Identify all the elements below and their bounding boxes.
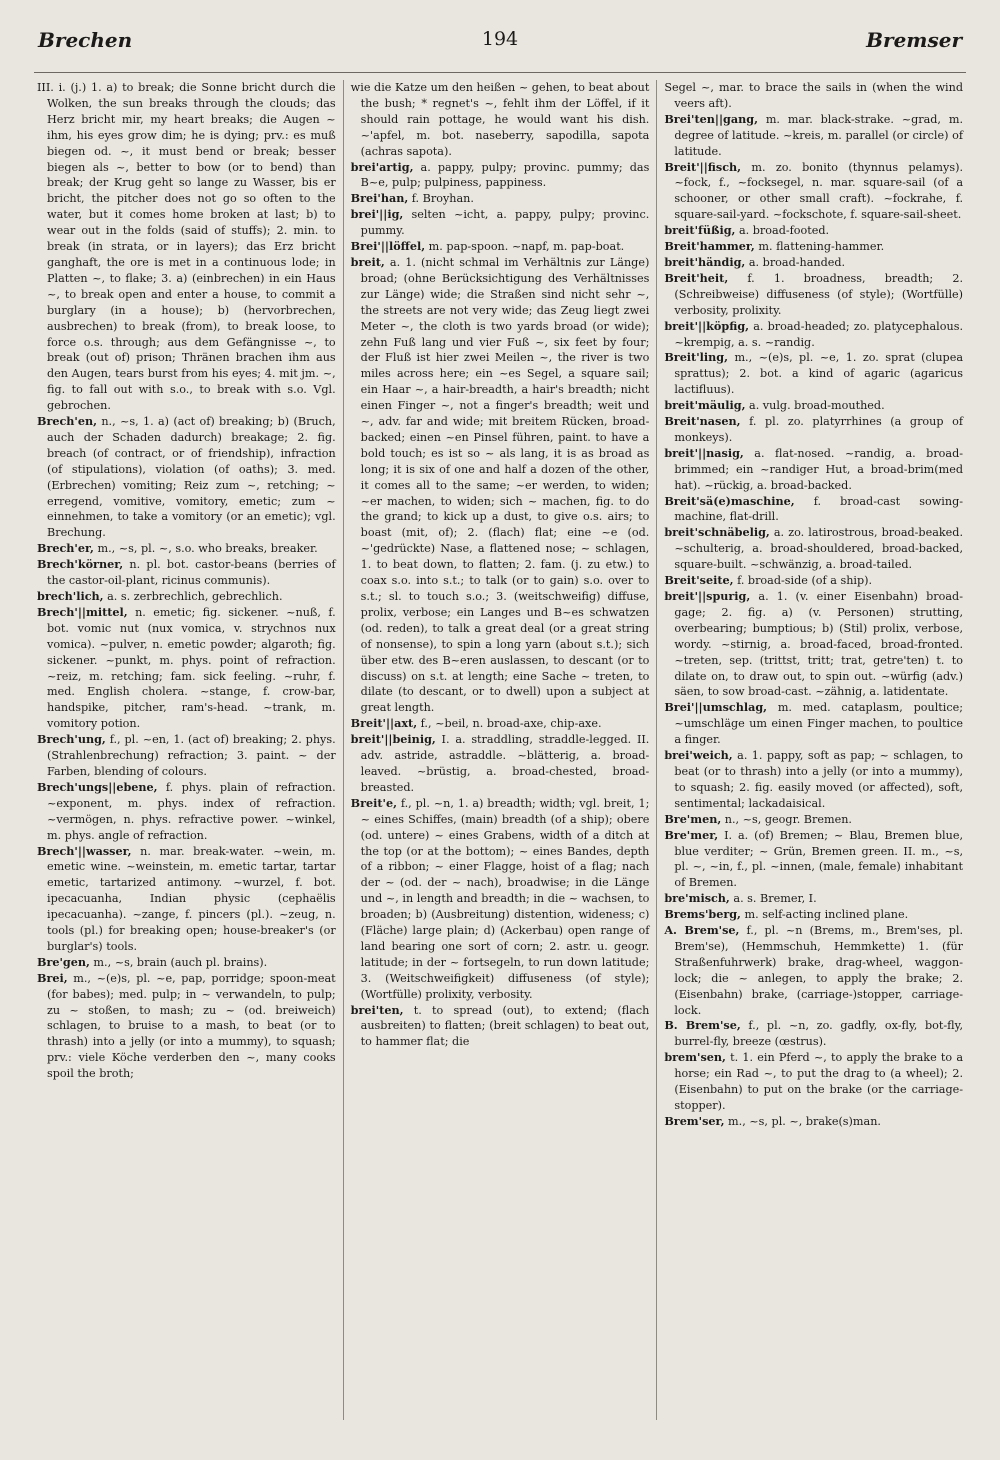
entry-headword: Breit'nasen,	[664, 414, 741, 429]
entry-headword: brei'weich,	[664, 748, 733, 763]
dictionary-entry	[37, 844, 336, 955]
entry-text: f., pl. ~n (Brems, m., Brem'ses, pl. Brem'se), (Hemmschuh, Hemmkette) 1. (für Straßenfuhrwerk) brake, drag-wheel, waggon-lock; die ~ anlegen, to apply the brake; 2. (Eisenbahn) brake, (carriage-)stopper, carriage-lock.	[674, 924, 964, 1017]
entry-text: m. pap-spoon. ~napf, m. pap-boat.	[425, 240, 625, 254]
entry-headword: Brech'ung,	[37, 732, 106, 747]
dictionary-entry	[664, 350, 963, 398]
entry-headword: Breit'hammer,	[664, 239, 755, 254]
entry-headword: Brech'en,	[37, 414, 97, 429]
entry-headword: Brech'ungs||ebene,	[37, 779, 158, 794]
entry-headword: breit'||köpfig,	[664, 318, 750, 333]
dictionary-entry	[351, 80, 650, 160]
entry-text: Segel ~, mar. to brace the sails in (when the wind veers aft).	[664, 81, 964, 110]
entry-text: t. to spread (out), to extend; (flach ausbreiten) to flatten; (breit schlagen) to beat out, to hammer flat; die	[360, 1003, 650, 1049]
dictionary-entry	[664, 812, 963, 828]
entry-text: f., pl. ~n, zo. gadfly, ox-fly, bot-fly, burrel-fly, breeze (œstrus).	[674, 1019, 964, 1049]
dictionary-entry	[664, 319, 963, 351]
entry-text: a. flat-nosed. ~randig, a. broad-brimmed; ein ~randiger Hut, a broad-brim(med hat). ~rückig, a. broad-backed.	[674, 446, 964, 492]
entry-headword: Breit'ling,	[664, 350, 729, 365]
entry-text: a. broad-headed; zo. platycephalous. ~krempig, a. s. ~randig.	[674, 319, 964, 349]
dictionary-entry	[37, 557, 336, 589]
entry-text: wie die Katze um den heißen ~ gehen, to beat about the bush; * regnet's ~, fehlt ihm der Löffel, if it should rain pottage, he would want his dish. ~'apfel, m. bot. naseberry, sapodilla, sapota (achras sapota).	[350, 81, 650, 158]
entry-headword: Bre'mer,	[664, 827, 719, 842]
entry-text: m., ~s, pl. ~, brake(s)man.	[724, 1114, 881, 1128]
dictionary-entry	[351, 716, 650, 732]
dictionary-entry	[37, 541, 336, 557]
dictionary-entry	[664, 398, 963, 414]
dictionary-entry	[664, 446, 963, 494]
entry-text: m. zo. bonito (thynnus pelamys). ~fock, f., ~focksegel, n. mar. square-sail (of a schooner, or other small craft). ~fockrahe, f. square-sail-yard. ~fockschote, f. square-sail-sheet.	[674, 160, 964, 222]
entry-headword: Breit'||axt,	[350, 716, 418, 731]
entry-headword: brech'lich,	[37, 589, 104, 603]
entry-headword: Brei'ten||gang,	[664, 111, 758, 126]
entry-text: a. broad-footed.	[735, 224, 830, 238]
dictionary-entry	[664, 700, 963, 748]
entry-headword: B. Brem'se,	[664, 1018, 741, 1033]
entry-text: m., ~s, pl. ~, s.o. who breaks, breaker.	[93, 542, 318, 556]
dictionary-entry	[351, 160, 650, 192]
entry-text: a. vulg. broad-mouthed.	[745, 399, 885, 413]
dictionary-entry	[664, 1050, 963, 1114]
dictionary-entry	[37, 414, 336, 541]
dictionary-entry	[664, 160, 963, 224]
entry-text: f., pl. ~en, 1. (act of) breaking; 2. phys. (Strahlenbrechung) refraction; 3. paint. ~ der Farben, blending of colours.	[47, 733, 336, 778]
dictionary-entry	[351, 207, 650, 239]
entry-text: a. broad-handed.	[745, 255, 846, 269]
page-number: 194	[481, 28, 519, 50]
dictionary-entry	[664, 828, 963, 892]
entry-text: f., ~beil, n. broad-axe, chip-axe.	[417, 717, 602, 731]
running-head-left: Brechen	[38, 28, 133, 52]
entry-text: a. 1. (v. einer Eisenbahn) broad-gage; 2. fig. a) (v. Personen) strutting, overbearing; bumptious; b) (Stil) prolix, verbose, wordy. ~stirnig, a. broad-faced, broad-fronted. ~treten, sep. (trittst, tritt; trat, getre'ten) t. to dilate on, to draw out, to spin out. ~würfig (adv.) säen, to sow broad-cast. ~zähnig, a. latidentate.	[674, 590, 964, 699]
text-columns	[30, 80, 970, 1420]
entry-headword: brei'||ig,	[350, 207, 404, 222]
entry-text: n., ~s, geogr. Bremen.	[721, 812, 852, 826]
entry-headword: Breit'e,	[350, 795, 397, 810]
dictionary-entry	[37, 955, 336, 971]
entry-headword: Breit'sä(e)maschine,	[664, 493, 795, 508]
dictionary-entry	[664, 1114, 963, 1130]
dictionary-entry	[351, 732, 650, 796]
header-rule	[34, 72, 966, 73]
dictionary-entry	[664, 748, 963, 812]
entry-text: m. med. cataplasm, poultice; ~umschläge um einen Finger machen, to poultice a finger.	[674, 701, 964, 747]
entry-text: a. zo. latirostrous, broad-beaked. ~schulterig, a. broad-shouldered, broad-backed, square-built. ~schwänzig, a. broad-tailed.	[674, 526, 964, 572]
column-2	[343, 80, 657, 1420]
dictionary-entry	[664, 255, 963, 271]
dictionary-entry	[664, 923, 963, 1018]
dictionary-entry	[37, 971, 336, 1082]
entry-text: a. pappy, pulpy; provinc. pummy; das B~e, pulp; pulpiness, pappiness.	[360, 160, 650, 190]
entry-text: f. phys. plain of refraction. ~exponent, m. phys. index of refraction. ~vermögen, n. phys. refractive power. ~winkel, m. phys. angle of refraction.	[47, 780, 336, 842]
entry-text: n. emetic; fig. sickener. ~nuß, f. bot. vomic nut (nux vomica, v. strychnos nux vomica). ~pulver, n. emetic powder; algaroth; fig. sickener. ~punkt, m. phys. point of refraction. ~reiz, m. retching; fam. sick feeling. ~ruhr, f. med. English cholera. ~stange, f. crow-bar, handspike, pitcher, ram's-head. ~trank, m. vomitory potion.	[47, 605, 336, 731]
entry-headword: Brei'||löffel,	[350, 239, 426, 254]
entry-headword: breit'mäulig,	[664, 398, 746, 413]
entry-text: m., ~(e)s, pl. ~e, 1. zo. sprat (clupea sprattus); 2. bot. a kind of agaric (agaricus lactifluus).	[674, 351, 964, 397]
dictionary-entry	[664, 414, 963, 446]
entry-headword: Brei'||umschlag,	[664, 700, 768, 715]
entry-headword: Brems'berg,	[664, 907, 741, 922]
dictionary-entry	[664, 1018, 963, 1050]
dictionary-entry	[37, 80, 336, 414]
dictionary-entry	[664, 271, 963, 319]
entry-headword: Brem'ser,	[664, 1113, 725, 1128]
entry-text: t. 1. ein Pferd ~, to apply the brake to a horse; ein Rad ~, to put the drag to (a wheel); 2. (Eisenbahn) to put on the brake (or the carriage-stopper).	[674, 1051, 964, 1112]
column-1	[30, 80, 343, 1420]
entry-text: f., pl. ~n, 1. a) breadth; width; vgl. breit, 1; ~ eines Schiffes, (main) breadth (of a ship); obere (od. untere) ~ eines Grabens, width of a ditch at the top (or at the bottom); ~ eines Bandes, depth of a ribbon; ~ einer Flagge, hoist of a flag; nach der ~ (od. der ~ nach), broadwise; in die Länge und ~, in length and breadth; in die ~ wachsen, to broaden; b) (Ausbreitung) distention, wideness; c) (Fläche) large plain; d) (Ackerbau) open range of land bearing one sort of corn; 2. astr. u. geogr. latitude; in der ~ fortsegeln, to run down latitude; 3. (Weitschweifigkeit) diffuseness (of style); (Wortfülle) prolixity, verbosity.	[360, 796, 650, 1001]
entry-text: m. mar. black-strake. ~grad, m. degree of latitude. ~kreis, m. parallel (or circle) of latitude.	[674, 112, 964, 158]
entry-text: III. i. (j.) 1. a) to break; die Sonne bricht durch die Wolken, the sun breaks through the clouds; das Herz bricht mir, my heart breaks; die Augen ~ ihm, his eyes grow dim; he is dying; prv.: es muß biegen od. ~, it must bend or break; besser biegen als ~, better to bow (or to bend) than break; der Krug geht so lange zu Wasser, bis er bricht, the pitcher does not go so often to the water, but it comes home broken at last; b) to wear out in the folds (said of stuffs); 2. min. to break (in strata, or in layers); das Erz bricht ganghaft, the ore is met in a continuous lode; in Platten ~, to flake; 3. a) (einbrechen) in ein Haus ~, to break open and enter a house, to commit a burglary (in a house); b) (hervorbrechen, ausbrechen) to break (from), to break loose, to force o.s. through; aus dem Gefängnisse ~, to break (out of) prison; Thränen brachen ihm aus den Augen, tears burst from his eyes; 4. mit jm. ~, fig. to fall out with s.o., to break with s.o. Vgl. gebrochen.	[37, 81, 336, 413]
entry-headword: brei'artig,	[350, 159, 414, 174]
entry-headword: breit'füßig,	[664, 223, 736, 238]
entry-headword: breit'||beinig,	[350, 732, 436, 747]
dictionary-entry	[37, 605, 336, 732]
dictionary-entry	[351, 239, 650, 255]
entry-headword: breit,	[350, 254, 385, 269]
entry-headword: breit'händig,	[664, 254, 746, 269]
dictionary-entry	[37, 732, 336, 780]
dictionary-entry	[37, 589, 336, 605]
dictionary-entry	[37, 780, 336, 844]
entry-headword: Bre'gen,	[37, 954, 90, 969]
entry-text: f. broad-side (of a ship).	[733, 574, 873, 588]
dictionary-entry	[664, 907, 963, 923]
dictionary-entry	[664, 891, 963, 907]
dictionary-entry	[664, 573, 963, 589]
dictionary-entry	[664, 589, 963, 700]
entry-headword: Brei,	[37, 970, 68, 985]
entry-text: I. a. (of) Bremen; ~ Blau, Bremen blue, blue verditer; ~ Grün, Bremen green. II. m., ~s, pl. ~, ~in, f., pl. ~innen, (male, female) inhabitant of Bremen.	[674, 828, 964, 890]
dictionary-entry	[351, 255, 650, 716]
entry-headword: Breit'||fisch,	[664, 159, 742, 174]
entry-headword: A. Brem'se,	[664, 923, 740, 938]
entry-text: m. self-acting inclined plane.	[740, 908, 909, 922]
entry-text: selten ~icht, a. pappy, pulpy; provinc. pummy.	[360, 208, 650, 238]
entry-headword: Brei'han,	[350, 191, 409, 206]
entry-headword: brei'ten,	[350, 1002, 404, 1017]
dictionary-entry	[664, 112, 963, 160]
entry-text: m., ~s, brain (auch pl. brains).	[89, 955, 268, 969]
entry-text: f. 1. broadness, breadth; 2. (Schreibweise) diffuseness (of style); (Wortfülle) verbosity, prolixity.	[674, 271, 964, 317]
entry-text: n. mar. break-water. ~wein, m. emetic wine. ~weinstein, m. emetic tartar, tartar emetic, tartarized antimony. ~wurzel, f. bot. ipecacuanha, Indian physic (cephaëlis ipecacuanha). ~zange, f. pincers (pl.). ~zeug, n. tools (pl.) for breaking open; house-breaker's (or burglar's) tools.	[47, 844, 336, 953]
entry-headword: Breit'heit,	[664, 270, 729, 285]
entry-headword: bre'misch,	[664, 891, 730, 906]
dictionary-entry	[664, 223, 963, 239]
entry-headword: Bre'men,	[664, 811, 722, 826]
entry-text: a. 1. pappy, soft as pap; ~ schlagen, to beat (or to thrash) into a jelly (or into a mummy), to squash; 2. fig. easily moved (or affected), soft, sentimental; lackadaisical.	[674, 749, 964, 810]
entry-headword: Brech'körner,	[37, 557, 124, 572]
entry-text: a. s. Bremer, I.	[729, 892, 817, 906]
entry-headword: Breit'seite,	[664, 573, 734, 588]
entry-text: a. 1. (nicht schmal im Verhältnis zur Länge) broad; (ohne Berücksichtigung des Verhältnisses zur Länge) wide; die Straßen sind nicht sehr ~, the streets are not very wide; das Zeug liegt zwei Meter ~, the cloth is two yards broad (or wide); zehn Fuß lang und vier Fuß ~, six feet by four; der Fluß ist hier zwei Meilen ~, the river is two miles across here; ein ~es Segel, a square sail; ein Haar ~, a hair-breadth, a hair's breadth; nicht einen Finger ~, not a finger's breadth; weit und ~, adv. far and wide; mit breitem Rücken, broad-backed; einen ~en Pinsel führen, paint. to have a bold touch; es ist so ~ als lang, it is as broad as long; it is six of one and half a dozen of the other, it comes all to the same; ~er werden, to widen; ~er machen, to widen; sich ~ machen, fig. to do the grand; to kick up a dust, to give o.s. airs; to boast (mit, of); 2. (flach) flat; eine ~e (od. ~'gedrückte) Nase, a flattened nose; ~ schlagen, 1. to beat down, to flatten; 2. fam. (j. zu etw.) to coax s.o. into s.t.; to talk (or to gain) s.o. over to s.t.; sl. to touch s.o.; 3. (weitschweifig) diffuse, prolix, verbose; ein Langes und B~es schwatzen (od. reden), to talk a great deal (or a great string of nonsense), to spin a long yarn (about s.t.); sich über etw. des B~eren auslassen, to descant (or to discuss) on s.t. at length; eine Sache ~ treten, to dilate (to descant, or to dwell) upon a subject at great length.	[360, 255, 650, 715]
entry-headword: Brech'||wasser,	[37, 843, 132, 858]
entry-headword: breit'||spurig,	[664, 589, 751, 603]
dictionary-entry	[351, 1003, 650, 1051]
dictionary-entry	[664, 80, 963, 112]
dictionary-entry	[351, 191, 650, 207]
entry-text: m. flattening-hammer.	[754, 240, 885, 254]
entry-headword: breit'schnäbelig,	[664, 525, 770, 540]
entry-headword: breit'||nasig,	[664, 445, 744, 460]
column-3	[656, 80, 970, 1420]
entry-headword: brem'sen,	[664, 1050, 726, 1065]
entry-text: f. broad-cast sowing-machine, flat-drill.	[674, 494, 964, 524]
entry-text: I. a. straddling, straddle-legged. II. adv. astride, astraddle. ~blätterig, a. broad-leaved. ~brüstig, a. broad-chested, broad-breasted.	[360, 733, 650, 794]
page-header	[38, 28, 962, 64]
entry-text: n. pl. bot. castor-beans (berries of the castor-oil-plant, ricinus communis).	[47, 558, 336, 588]
dictionary-entry	[664, 239, 963, 255]
entry-text: f. pl. zo. platyrrhines (a group of monkeys).	[674, 415, 964, 444]
entry-headword: Brech'er,	[37, 541, 94, 556]
entry-headword: Brech'||mittel,	[37, 604, 128, 619]
dictionary-entry	[351, 796, 650, 1003]
entry-text: a. s. zerbrechlich, gebrechlich.	[103, 590, 283, 603]
dictionary-entry	[664, 525, 963, 573]
entry-text: f. Broyhan.	[408, 192, 474, 206]
running-head-right: Bremser	[866, 28, 962, 52]
dictionary-entry	[664, 494, 963, 526]
entry-text: m., ~(e)s, pl. ~e, pap, porridge; spoon-meat (for babes); med. pulp; in ~ verwandeln, to pulp; zu ~ stoßen, to mash; zu ~ (od. breiweich) schlagen, to bruise to a mash, to beat (or to thrash) into a jelly (or into a mummy), to squash; prv.: viele Köche verderben den ~, many cooks spoil the broth;	[47, 971, 336, 1081]
entry-text: n., ~s, 1. a) (act of) breaking; b) (Bruch, auch der Schaden dadurch) breakage; 2. fig. breach (of contract, or of friendship), infraction (of stipulations), violation (of oaths); 3. med. (Erbrechen) vomiting; Reiz zum ~, retching; ~ erregend, vomitive, vomitory, emetic; zum ~ einnehmen, to take a vomitory (or an emetic); vgl. Brechung.	[47, 415, 336, 540]
